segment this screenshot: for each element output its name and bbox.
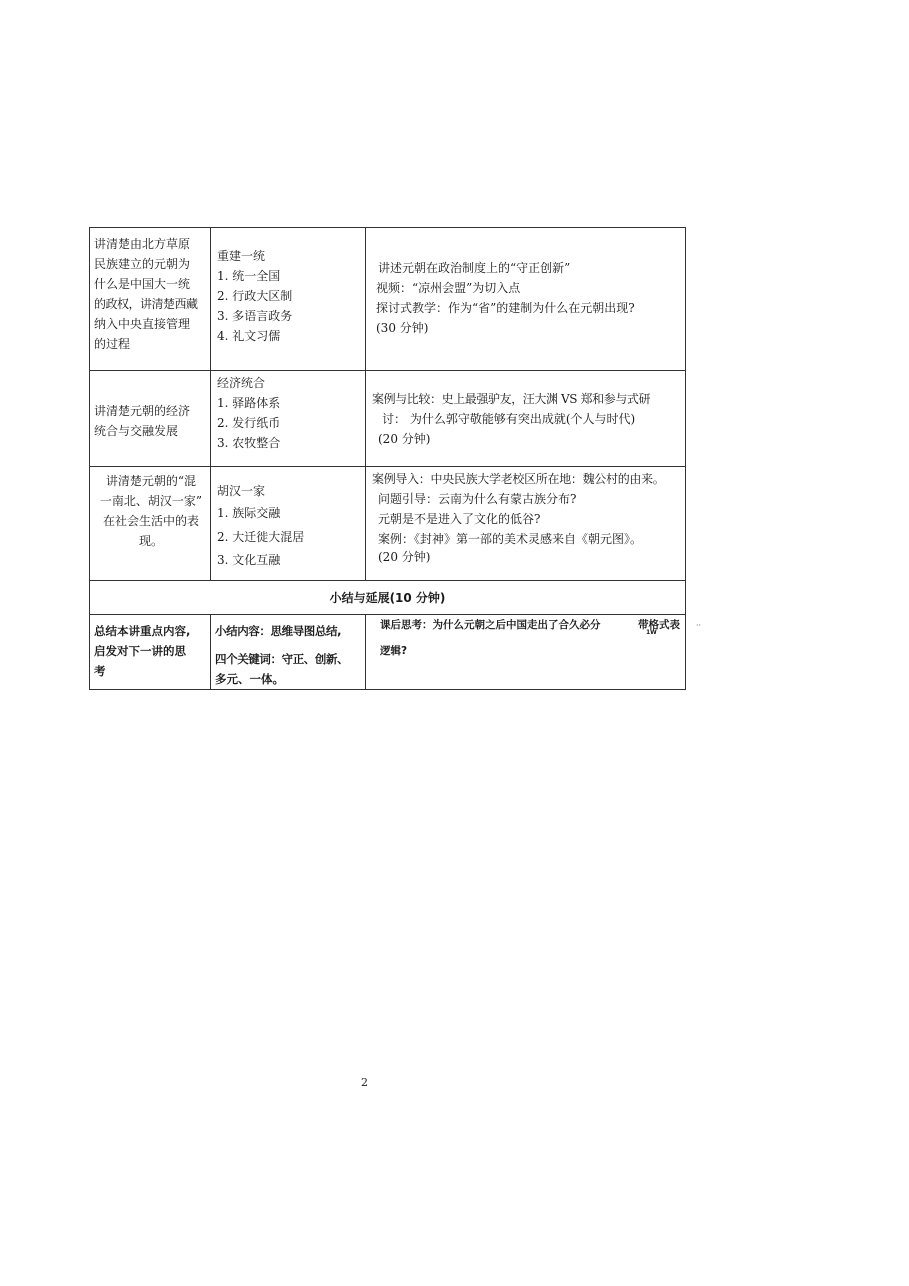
methods-line: (30 分钟) xyxy=(376,321,429,335)
summary-goal-line: 启发对下一讲的思 xyxy=(94,644,186,658)
methods-line: 讲述元朝在政治制度上的“守正创新” xyxy=(378,261,571,275)
goal-cell xyxy=(90,467,211,581)
stray-mark: ·· xyxy=(696,621,702,630)
summary-goal-line: 考 xyxy=(94,664,106,678)
homework-line-2: 逻辑? xyxy=(380,645,408,657)
methods-line: 案例：《封神》第一部的美术灵感来自《朝元图》。 xyxy=(378,532,643,546)
goal-line: 在社会生活中的表 xyxy=(102,514,199,528)
points-cell xyxy=(211,228,366,371)
goal-line: 一南北、胡汉一家” xyxy=(99,494,203,508)
methods-line: 案例导入：中央民族大学老校区所在地：魏公村的由来。 xyxy=(372,472,665,486)
goal-line: 民族建立的元朝为 xyxy=(94,257,191,271)
goal-line: 讲清楚元朝的经济 xyxy=(94,404,191,418)
methods-line: 案例与比较：史上最强驴友，汪大渊 VS 郑和参与式研 xyxy=(372,392,651,406)
points-title: 重建一统 xyxy=(217,249,266,263)
summary-content-line: 多元、一体。 xyxy=(215,672,284,686)
methods-line: 视频：“凉州会盟”为切入点 xyxy=(376,281,521,295)
points-item: 3. 文化互融 xyxy=(217,553,281,567)
points-title: 经济统合 xyxy=(217,376,266,390)
table-row xyxy=(90,371,686,467)
summary-content-cell xyxy=(211,615,366,690)
table-row xyxy=(90,467,686,581)
summary-content-line: 小结内容：思维导图总结, xyxy=(215,624,342,638)
summary-goal-line: 总结本讲重点内容, xyxy=(94,624,191,638)
points-item: 3. 多语言政务 xyxy=(217,309,293,323)
methods-line: 元朝是不是进入了文化的低谷? xyxy=(378,512,541,526)
goal-cell xyxy=(90,371,211,467)
tiny-mark: 1W xyxy=(646,629,657,636)
points-item: 2. 大迁徙大混居 xyxy=(217,530,305,544)
goal-line: 现。 xyxy=(138,534,163,548)
table-row xyxy=(90,581,686,615)
goal-line: 什么是中国大一统 xyxy=(94,277,191,291)
goal-line: 统合与交融发展 xyxy=(94,424,179,438)
goal-line: 的政权，讲清楚西藏 xyxy=(94,297,198,311)
goal-line: 纳入中央直接管理 xyxy=(94,317,191,331)
goal-line: 讲清楚由北方草原 xyxy=(94,237,191,251)
page-number: 2 xyxy=(361,1076,368,1089)
summary-goal-cell xyxy=(90,615,211,690)
lesson-plan-table xyxy=(89,227,686,690)
summary-homework-cell xyxy=(366,615,686,690)
homework-tail: 带格式表 xyxy=(638,619,680,631)
goal-line: 的过程 xyxy=(94,337,131,351)
methods-cell xyxy=(366,467,686,581)
points-item: 1. 统一全国 xyxy=(217,269,281,283)
points-cell xyxy=(211,467,366,581)
points-cell xyxy=(211,371,366,467)
methods-line: 问题引导：云南为什么有蒙古族分布? xyxy=(378,492,577,506)
points-item: 2. 发行纸币 xyxy=(217,416,281,430)
table-row xyxy=(90,615,686,690)
methods-line: 讨： 为什么郭守敬能够有突出成就(个人与时代) xyxy=(382,412,636,426)
methods-cell xyxy=(366,371,686,467)
points-item: 1. 驿路体系 xyxy=(217,396,281,410)
section-title: 小结与延展(10 分钟) xyxy=(90,581,686,615)
table-row xyxy=(90,228,686,371)
points-item: 1. 族际交融 xyxy=(217,506,281,520)
homework-text: 课后思考：为什么元朝之后中国走出了合久必分 xyxy=(380,619,601,631)
homework-line xyxy=(380,615,681,635)
methods-line: 探讨式教学：作为“省”的建制为什么在元朝出现? xyxy=(376,301,635,315)
points-item: 2. 行政大区制 xyxy=(217,289,293,303)
points-item: 3. 农牧整合 xyxy=(217,436,281,450)
methods-line: (20 分钟) xyxy=(378,432,431,446)
methods-line: (20 分钟) xyxy=(378,550,431,564)
points-item: 4. 礼文习儒 xyxy=(217,329,281,343)
goal-line: 讲清楚元朝的“混 xyxy=(105,474,197,488)
methods-cell xyxy=(366,228,686,371)
goal-cell xyxy=(90,228,211,371)
points-title: 胡汉一家 xyxy=(217,484,266,498)
summary-content-line: 四个关键词：守正、创新、 xyxy=(215,652,349,666)
